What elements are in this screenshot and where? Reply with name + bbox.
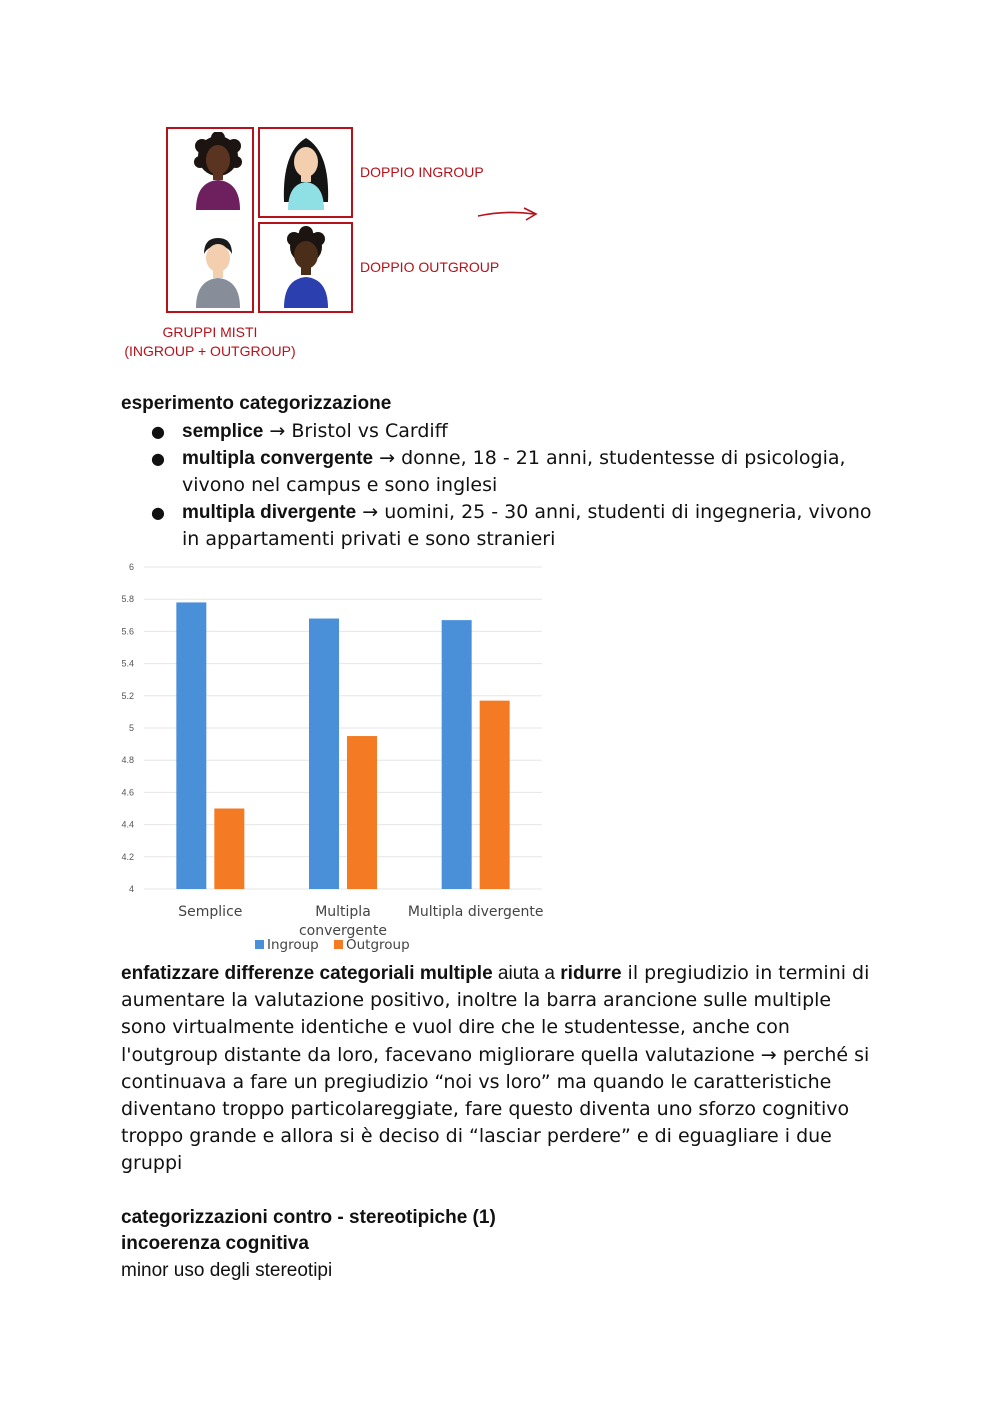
list-item-text: uomini, 25 - 30 anni, studenti di ingegneria, vivono in appartamenti privati e sono stranieri (182, 501, 872, 550)
explanation-paragraph (121, 960, 881, 1178)
list-item-arrow: → (379, 447, 396, 469)
bar-ingroup (309, 619, 339, 889)
y-tick-label: 5.6 (121, 626, 134, 637)
counter-stereotypic-heading: categorizzazioni contro - stereotipiche (1) (121, 1207, 496, 1228)
groups-figure (118, 120, 558, 370)
y-tick-label: 4 (128, 884, 134, 894)
x-tick-label: convergente (298, 923, 388, 939)
legend-label: Ingroup (267, 937, 319, 953)
person-woman-curly-icon (188, 132, 248, 212)
paragraph-text: aiuta a (492, 963, 561, 984)
ingroup-outgroup-bar-chart (108, 558, 558, 958)
bullet-icon: ● (151, 422, 165, 441)
y-tick-label: 5.8 (121, 594, 134, 605)
legend-swatch (334, 940, 343, 949)
person-man-short-hair-icon (188, 230, 248, 310)
list-item-arrow: → (269, 420, 286, 442)
y-tick-label: 5 (128, 723, 134, 733)
double-ingroup-label: DOPPIO INGROUP (360, 164, 484, 180)
x-tick-label: Multipla divergente (407, 904, 544, 920)
double-outgroup-label: DOPPIO OUTGROUP (360, 259, 500, 275)
mixed-groups-label-line2: (INGROUP + OUTGROUP) (124, 343, 296, 359)
list-item-arrow: → (362, 501, 379, 523)
mixed-groups-label (118, 323, 302, 361)
list-item-text: Bristol vs Cardiff (291, 420, 448, 442)
person-man-curly-icon (276, 225, 336, 310)
list-item-term: semplice (182, 421, 264, 442)
y-tick-label: 5.4 (121, 658, 134, 669)
bullet-icon: ● (151, 449, 165, 468)
y-tick-label: 6 (128, 562, 134, 572)
arrow-right-icon (476, 204, 540, 224)
bar-ingroup (176, 602, 206, 889)
list-item (121, 499, 881, 553)
bar-outgroup (480, 701, 510, 889)
experiment-heading: esperimento categorizzazione (121, 393, 392, 414)
y-tick-label: 4.6 (121, 787, 134, 798)
y-tick-label: 5.2 (121, 690, 134, 701)
bar-ingroup (442, 620, 472, 889)
y-tick-label: 4.4 (121, 819, 134, 830)
experiment-list (121, 418, 881, 553)
person-woman-long-hair-icon (276, 132, 336, 212)
paragraph-text: il pregiudizio in termini di aumentare la valutazione positivo, inoltre la barra arancione sulle multiple sono virtualmente identiche e vuol dire che le studentesse, anche con l'outgroup distante da loro, facevano migliorare quella valutazione → perché si continuava a fare un pregiudizio “noi vs loro” ma quando le caratteristiche diventano troppo particolareggiate, fare questo diventa uno sforzo cognitivo troppo grande e allora si è deciso di “lasciar perdere” e di eguagliare i due gruppi (121, 962, 870, 1175)
cognitive-incoherence-heading: incoerenza cognitiva (121, 1233, 309, 1254)
list-item-text: donne, 18 - 21 anni, studentesse di psicologia, vivono nel campus e sono inglesi (182, 447, 846, 496)
paragraph-bold-term: enfatizzare differenze categoriali multiple (121, 963, 493, 984)
bar-outgroup (214, 809, 244, 890)
paragraph-bold-word: ridurre (560, 963, 622, 984)
bar-outgroup (347, 736, 377, 889)
mixed-groups-label-line1: GRUPPI MISTI (162, 324, 258, 340)
legend-swatch (255, 940, 264, 949)
bullet-icon: ● (151, 503, 165, 522)
list-item-term: multipla divergente (182, 502, 357, 523)
list-item (121, 445, 881, 499)
list-item-term: multipla convergente (182, 448, 374, 469)
legend-label: Outgroup (346, 937, 410, 953)
list-item (121, 418, 881, 445)
x-tick-label: Multipla (315, 904, 371, 920)
y-tick-label: 4.2 (121, 851, 134, 862)
stereotype-use-text: minor uso degli stereotipi (121, 1260, 333, 1281)
y-tick-label: 4.8 (121, 755, 134, 766)
x-tick-label: Semplice (178, 904, 243, 920)
